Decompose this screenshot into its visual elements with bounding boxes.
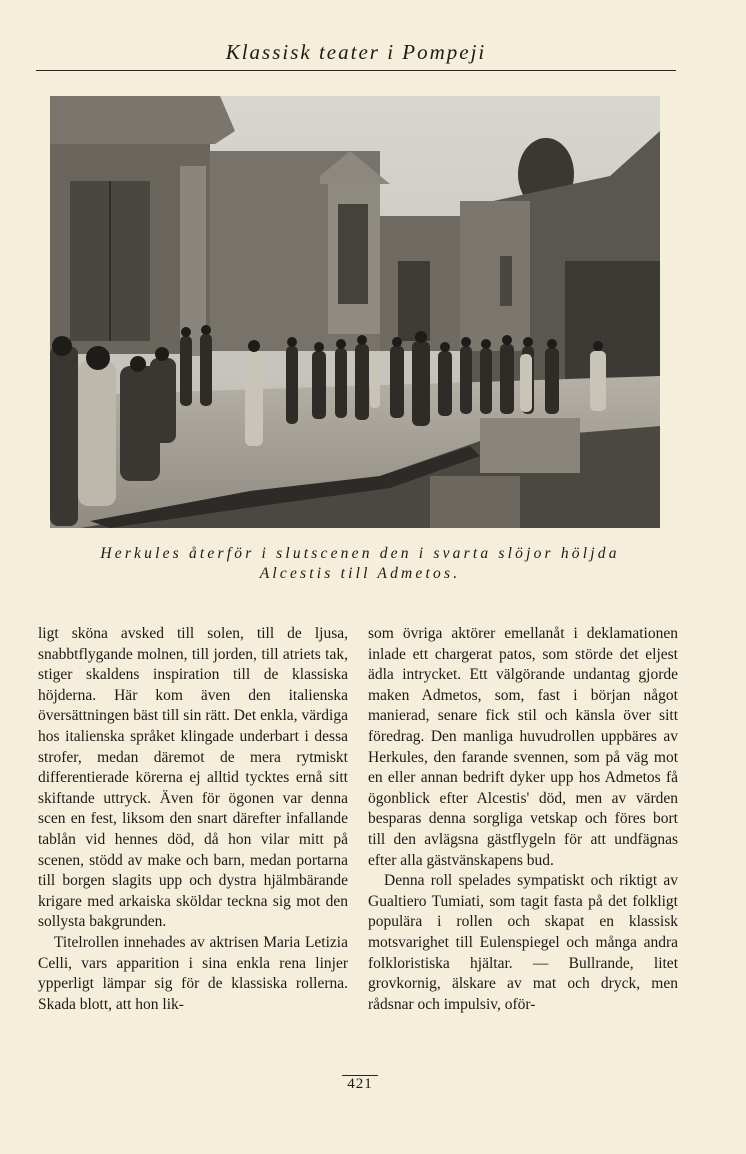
page-number: 421 <box>347 1076 373 1092</box>
header-rule <box>36 70 676 71</box>
right-paragraph-2: Denna roll spelades sympatiskt och riktigt av Gualtiero Tumiati, som tagit fasta på det folkligt populära i rollen och skapat en klassisk motsvarighet till Eulenspiegel och många andra folkloristiska hjältar. — Bullrande, litet grovkornig, älskare av mat och dryck, men rådsnar och impulsiv, oför- <box>368 872 678 1013</box>
caption-line-2: Alcestis till Admetos. <box>259 565 461 582</box>
left-paragraph-2: Titelrollen innehades av aktrisen Maria Letizia Celli, vars apparition i sina enkla rena linjer ypperligt lämpar sig för de klassiska rollerna. Skada blott, att hon lik- <box>38 933 348 1013</box>
right-column <box>368 624 678 1015</box>
left-paragraph-1: ligt sköna avsked till solen, till de ljusa, snabbtflygande molnen, till jorden, till atriets tak, stiger skaldens inspiration till de klassiska höjderna. Här kom även den italienska översättningen bäst till sin rätt. Det enkla, värdiga hos italienska språket klingade underbart i dessa strofer, medan däremot de mera rytmiskt differentierade körerna ej alltid tycktes ernå sitt skiftande uttryck. Även för ögonen var denna scen en fest, liksom den snart därefter infallande tablån vid hennes död, då hon vilar mitt på scenen, stödd av make och barn, medan portarna till borgen slagits upp och dystra hjälmbärande krigare med arkaiska sköldar teckna sig mot den sollysta bakgrunden. <box>38 625 348 931</box>
theatre-photograph <box>50 96 660 528</box>
photo-caption <box>40 544 680 584</box>
caption-line-1: Herkules återför i slutscenen den i svarta slöjor höljda <box>100 545 620 562</box>
left-column <box>38 624 348 1015</box>
right-paragraph-1: som övriga aktörer emellanåt i deklamationen inlade ett chargerat patos, som störde det eljest ädla intrycket. Ett välgörande undantag gjorde maken Admetos, som, fast i början något manierad, senare fick stil och känsla över sitt föredrag. Den manliga huvudrollen uppbäres av Herkules, den farande svennen, som på väg mot en eller annan bedrift dyker upp hos Admetos få ögonblick efter Alcestis' död, men av värden besparas denna sorgliga vetskap och föres bort till den avlägsna gästflygeln för att undfägnas efter alla gästvänskapens bud. <box>368 625 678 869</box>
running-head: Klassisk teater i Pompeji <box>225 40 487 64</box>
